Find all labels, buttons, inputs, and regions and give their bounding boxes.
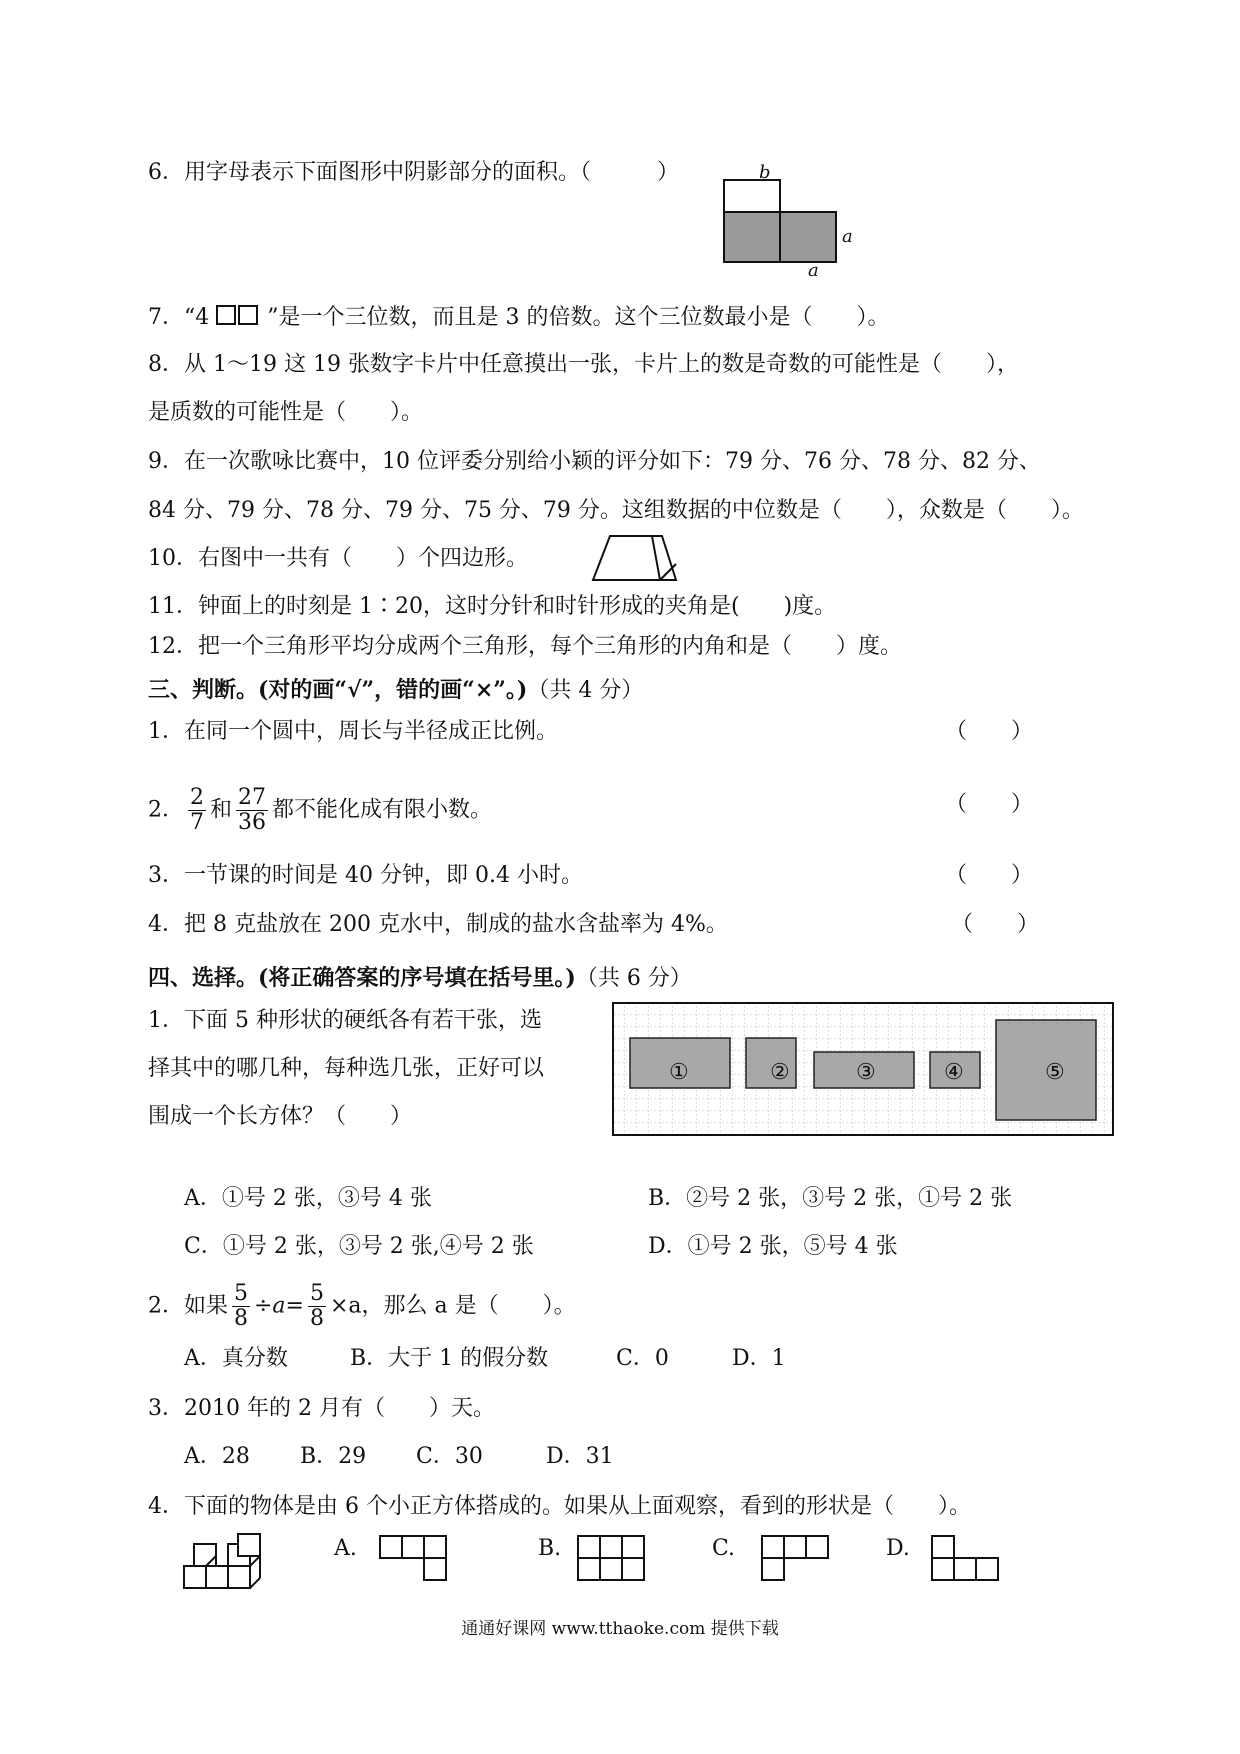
choice-q2 bbox=[148, 1282, 576, 1331]
shaded-area-figure bbox=[720, 160, 860, 280]
numerator: 5 bbox=[309, 1281, 324, 1306]
q2-prefix: 2．如果 bbox=[148, 1293, 228, 1319]
q4-option-d: D. bbox=[886, 1536, 910, 1561]
question-12: 12．把一个三角形平均分成两个三角形，每个三角形的内角和是（ ）度。 bbox=[148, 634, 902, 659]
question-9-line-2: 84 分、79 分、78 分、79 分、75 分、79 分。这组数据的中位数是（ ），众数是（ ）。 bbox=[148, 498, 1084, 523]
shape-label-3: ③ bbox=[856, 1060, 876, 1085]
shape-label-2: ② bbox=[770, 1060, 790, 1085]
label-a-side: a bbox=[842, 226, 853, 247]
denominator: 8 bbox=[234, 1306, 248, 1331]
question-11: 11．钟面上的时刻是 1∶20，这时分针和时针形成的夹角是( )度。 bbox=[148, 594, 837, 619]
q3-option-a: A．28 bbox=[184, 1444, 250, 1469]
q2-option-a: A．真分数 bbox=[184, 1346, 288, 1371]
top-view-b bbox=[576, 1534, 648, 1582]
judge-answer-4: （ ） bbox=[951, 912, 1040, 937]
q3-option-c: C．30 bbox=[416, 1444, 483, 1469]
quadrilateral-figure bbox=[588, 530, 678, 586]
cube-stack-figure bbox=[180, 1530, 270, 1592]
q1-option-d: D．①号 2 张，⑤号 4 张 bbox=[648, 1234, 898, 1259]
q3-option-d: D．31 bbox=[546, 1444, 614, 1469]
question-10: 10．右图中一共有（ ）个四边形。 bbox=[148, 546, 528, 571]
judge-answer-2: （ ） bbox=[945, 792, 1034, 817]
numerator: 2 bbox=[190, 785, 204, 810]
label-a-bottom: a bbox=[808, 260, 819, 281]
shape-label-1: ① bbox=[669, 1060, 689, 1085]
question-8-line-2: 是质数的可能性是（ ）。 bbox=[148, 400, 424, 425]
shape-label-5: ⑤ bbox=[1045, 1060, 1065, 1085]
question-6: 6．用字母表示下面图形中阴影部分的面积。（ ） bbox=[148, 160, 679, 185]
q4-option-c: C. bbox=[712, 1536, 736, 1561]
section-judge-heading bbox=[148, 675, 643, 706]
choice-q1-line-2: 择其中的哪几种，每种选几张，正好可以 bbox=[148, 1056, 545, 1081]
q1-option-b: B．②号 2 张，③号 2 张，①号 2 张 bbox=[648, 1186, 1013, 1211]
q2-mid: ÷a= bbox=[254, 1293, 304, 1319]
q7-prefix: 7．“4 bbox=[148, 305, 210, 330]
q2-option-d: D．1 bbox=[732, 1346, 786, 1371]
choice-q4: 4．下面的物体是由 6 个小正方体搭成的。如果从上面观察，看到的形状是（ ）。 bbox=[148, 1494, 971, 1519]
q2-option-b: B．大于 1 的假分数 bbox=[350, 1346, 549, 1371]
judge-item-2-rest: 都不能化成有限小数。 bbox=[272, 797, 493, 823]
question-9-line-1: 9．在一次歌咏比赛中，10 位评委分别给小颖的评分如下：79 分、76 分、78 分、82 分、 bbox=[148, 449, 1041, 474]
blank-box-1 bbox=[216, 305, 236, 325]
blank-box-2 bbox=[238, 305, 258, 325]
judge-title: 三、判断。(对的画“√”，错的画“×”。) bbox=[148, 677, 528, 703]
q1-option-a: A．①号 2 张，③号 4 张 bbox=[184, 1186, 432, 1211]
q2-option-c: C．0 bbox=[616, 1346, 669, 1371]
judge-answer-3: （ ） bbox=[945, 863, 1034, 888]
q4-option-b: B. bbox=[538, 1536, 562, 1561]
question-8-line-1: 8．从 1～19 这 19 张数字卡片中任意摸出一张，卡片上的数是奇数的可能性是（ ）， bbox=[148, 352, 1019, 377]
top-view-a bbox=[378, 1534, 450, 1582]
question-7 bbox=[148, 303, 889, 333]
shape-label-4: ④ bbox=[944, 1060, 964, 1085]
q2-suffix: ×a，那么 a 是（ ）。 bbox=[329, 1293, 576, 1319]
section-choose-heading bbox=[148, 963, 692, 994]
denominator: 7 bbox=[190, 810, 204, 835]
fraction-27-36 bbox=[236, 786, 268, 835]
q4-option-a: A. bbox=[334, 1536, 357, 1561]
q3-option-b: B．29 bbox=[300, 1444, 367, 1469]
q7-suffix: ”是一个三位数，而且是 3 的倍数。这个三位数最小是（ ）。 bbox=[267, 305, 890, 330]
choose-points: （共 6 分） bbox=[575, 966, 692, 991]
q1-option-c: C．①号 2 张，③号 2 张,④号 2 张 bbox=[184, 1234, 534, 1259]
judge-points: （共 4 分） bbox=[527, 678, 644, 703]
fraction-2-7 bbox=[188, 786, 206, 835]
judge-item-1: 1．在同一个圆中，周长与半径成正比例。 bbox=[148, 719, 558, 744]
numerator: 5 bbox=[234, 1281, 248, 1306]
fraction-5-8-a bbox=[232, 1282, 250, 1331]
choice-q3: 3．2010 年的 2 月有（ ）天。 bbox=[148, 1396, 495, 1421]
judge-item-2 bbox=[148, 786, 492, 835]
judge-item-2-number: 2． bbox=[148, 797, 184, 823]
judge-item-3: 3．一节课的时间是 40 分钟，即 0.4 小时。 bbox=[148, 863, 583, 888]
fraction-5-8-b bbox=[308, 1282, 326, 1331]
top-view-d bbox=[930, 1534, 1002, 1582]
label-b: b bbox=[759, 162, 771, 183]
page-footer: 通通好课网 www.tthaoke.com 提供下载 bbox=[461, 1619, 779, 1639]
judge-answer-1: （ ） bbox=[945, 719, 1034, 744]
choice-q1-line-3: 围成一个长方体？（ ） bbox=[148, 1104, 413, 1129]
denominator: 8 bbox=[309, 1306, 324, 1331]
choice-q1-line-1: 1．下面 5 种形状的硬纸各有若干张，选 bbox=[148, 1008, 542, 1033]
numerator: 27 bbox=[238, 785, 267, 810]
denominator: 36 bbox=[238, 810, 267, 835]
and-word: 和 bbox=[210, 797, 233, 823]
choose-title: 四、选择。(将正确答案的序号填在括号里。) bbox=[148, 965, 576, 991]
judge-item-4: 4．把 8 克盐放在 200 克水中，制成的盐水含盐率为 4%。 bbox=[148, 912, 728, 937]
top-view-c bbox=[760, 1534, 832, 1582]
